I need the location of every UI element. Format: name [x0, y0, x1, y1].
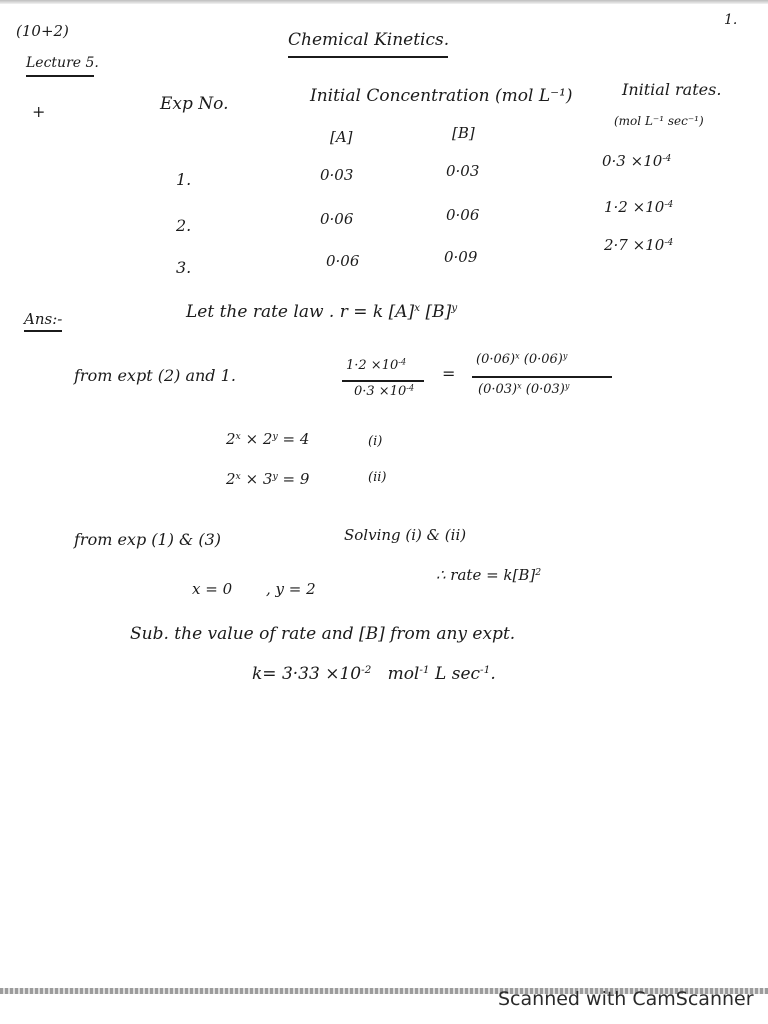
row-1-exp: 1. — [176, 170, 192, 189]
fraction-right-numerator: $(0\cdot 06)^x$ $(0\cdot 06)^y$ — [476, 351, 568, 367]
row-1-conc-b: 0·03 — [446, 162, 480, 180]
row-2-conc-a: 0·06 — [320, 210, 354, 228]
fraction-left-denominator: $0\cdot 3 \times 10^{-4}$ — [354, 383, 415, 399]
row-1-conc-a: 0·03 — [320, 166, 354, 184]
therefore-rate: ∴ rate = $k[B]^2$ — [436, 566, 542, 584]
row-3-conc-b: 0·09 — [444, 248, 478, 266]
solving-line: Solving (i) & (ii) — [344, 526, 467, 544]
column-initial-concentration: Initial Concentration (mol L⁻¹) — [310, 86, 573, 106]
from-exp-1-and-3: from exp (1) & (3) — [74, 530, 222, 549]
substitution-line: Sub. the value of rate and [B] from any expt. — [130, 624, 516, 644]
equation-2: $2^x \times 3^y = 9$ — [226, 470, 310, 488]
column-initial-rates: Initial rates. — [622, 80, 722, 99]
class-label: (10+2) — [16, 22, 69, 40]
fraction-equals: = — [442, 364, 456, 383]
scan-top-edge — [0, 0, 768, 4]
row-2-exp: 2. — [176, 216, 192, 235]
bullet-mark: + — [32, 102, 46, 121]
fraction-right-denominator: $(0\cdot 03)^x$ $(0\cdot 03)^y$ — [478, 381, 570, 397]
x-result: x = 0 — [192, 580, 233, 598]
subheader-b: [B] — [452, 124, 475, 142]
answer-label: Ans:- — [24, 310, 63, 328]
row-2-conc-b: 0·06 — [446, 206, 480, 224]
lecture-underline — [26, 75, 94, 77]
title-underline — [288, 56, 448, 58]
answer-underline — [24, 330, 62, 332]
equation-2-tag: (ii) — [368, 470, 387, 485]
row-3-conc-a: 0·06 — [326, 252, 360, 270]
equation-1-tag: (i) — [368, 434, 383, 449]
page-number: 1. — [724, 12, 738, 28]
row-3-exp: 3. — [176, 258, 192, 277]
fraction-right-bar — [472, 376, 612, 378]
page-title: Chemical Kinetics. — [288, 30, 450, 50]
equation-1: $2^x \times 2^y = 4$ — [226, 430, 310, 448]
lecture-label: Lecture 5. — [26, 55, 99, 71]
column-exp-no: Exp No. — [160, 94, 229, 114]
rate-law-statement: Let the rate law . r = k $[A]^x$ $[B]^y$ — [186, 302, 458, 322]
column-rate-unit: (mol L⁻¹ sec⁻¹) — [614, 114, 704, 128]
k-value: $k= 3\cdot 33 \times 10^{-2}$ mol$^{-1}$ L $\sec^{-1}$. — [252, 664, 496, 684]
row-3-rate: $2\cdot 7 \times 10^{-4}$ — [604, 236, 674, 254]
subheader-a: [A] — [330, 128, 353, 146]
camscanner-watermark: Scanned with CamScanner — [498, 988, 754, 1010]
from-expt-2-and-1: from expt (2) and 1. — [74, 366, 236, 385]
fraction-left-bar — [342, 380, 424, 382]
y-result: , y = 2 — [266, 580, 316, 598]
fraction-left-numerator: $1\cdot 2 \times 10^{-4}$ — [346, 357, 407, 373]
row-2-rate: $1\cdot 2 \times 10^{-4}$ — [604, 198, 674, 216]
row-1-rate: $0\cdot 3 \times 10^{-4}$ — [602, 152, 672, 170]
